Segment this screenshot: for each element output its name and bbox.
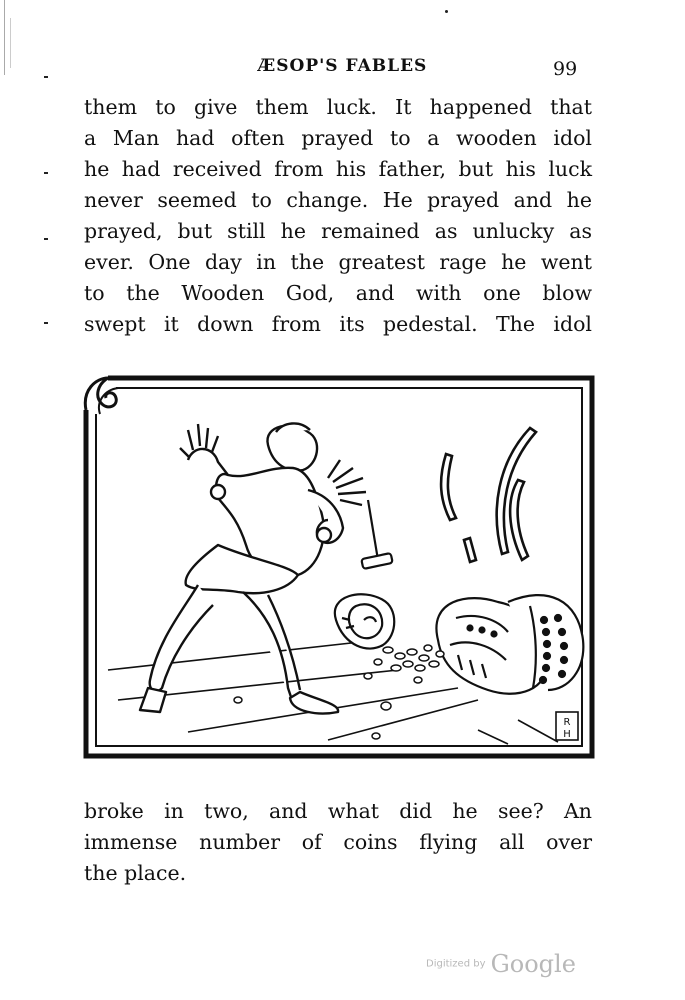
woodcut-illustration — [78, 370, 600, 762]
running-head-title: ÆSOP'S FABLES — [257, 56, 428, 76]
man-figure — [140, 423, 366, 713]
margin-mark — [44, 322, 48, 324]
idol-body-piece — [436, 595, 583, 694]
text-line: swept it down from its pedestal. The idol — [84, 312, 592, 336]
monogram-letter-r: R — [563, 717, 571, 728]
text-line-last: the place. — [84, 861, 187, 885]
body-paragraph-1 — [84, 92, 592, 340]
watermark-prefix: Digitized by — [426, 958, 486, 970]
flying-fragments — [441, 428, 536, 562]
margin-mark — [44, 238, 48, 240]
text-line: ever. One day in the greatest rage he went — [84, 250, 592, 274]
text-line: broke in two, and what did he see? An — [84, 799, 592, 823]
scan-speck — [445, 10, 448, 13]
text-line: immense number of coins flying all over — [84, 830, 592, 854]
text-line: a Man had often prayed to a wooden idol — [84, 126, 592, 150]
monogram-letter-h: H — [563, 729, 571, 740]
artist-monogram — [556, 712, 578, 740]
spilled-coins — [234, 645, 444, 739]
text-line: to the Wooden God, and with one blow — [84, 281, 592, 305]
text-line: them to give them luck. It happened that — [84, 95, 592, 119]
page-number: 99 — [553, 58, 578, 80]
margin-mark — [44, 172, 48, 174]
text-line: never seemed to change. He prayed and he — [84, 188, 592, 212]
hammer — [361, 500, 392, 569]
digitized-watermark — [426, 950, 576, 978]
text-line: prayed, but still he remained as unlucky as — [84, 219, 592, 243]
body-paragraph-2 — [84, 796, 592, 889]
watermark-brand: Google — [490, 950, 576, 978]
text-line: he had received from his father, but his luck — [84, 157, 592, 181]
margin-mark — [44, 76, 48, 78]
idol-head-piece — [335, 594, 394, 648]
